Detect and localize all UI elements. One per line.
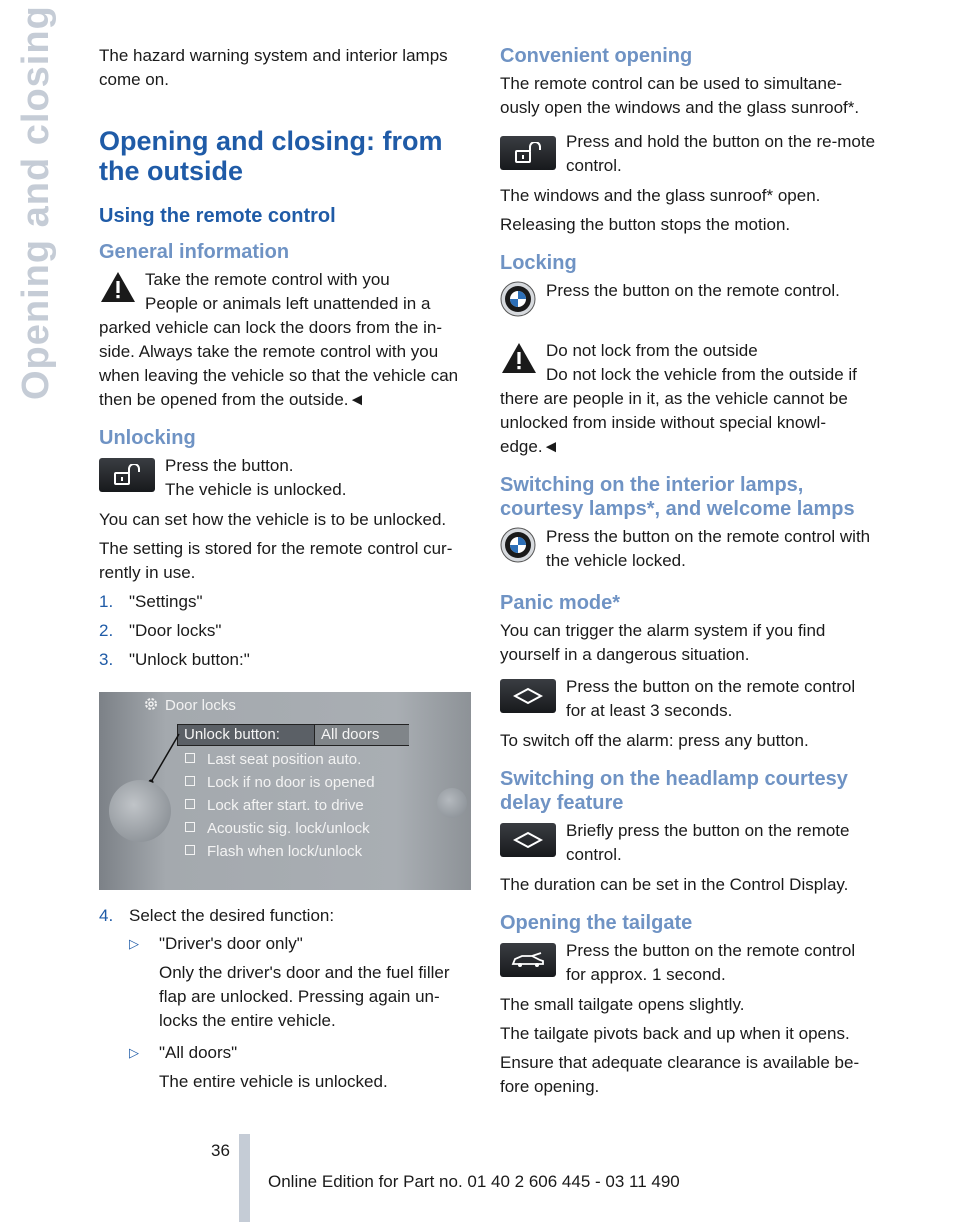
headlamp-button-icon — [500, 823, 556, 857]
screen-option: Lock if no door is opened — [185, 771, 375, 795]
lock-warning — [500, 339, 878, 459]
panic-button-icon — [500, 679, 556, 713]
lamps-instruction: Press the button on the remote control with the vehicle locked. — [546, 527, 871, 570]
screen-option: Flash when lock/unlock — [185, 840, 362, 864]
unlock-block — [99, 454, 473, 502]
tailgate-heading: Opening the tailgate — [500, 912, 693, 934]
lamps-heading: Switching on the interior lamps, courtesy lamps*, and welcome lamps — [500, 474, 855, 520]
panic-off-text: To switch off the alarm: press any button. — [500, 731, 809, 750]
unlock-line1: Press the button. — [165, 456, 294, 475]
edition-text: Online Edition for Part no. 01 40 2 606 445 - 03 11 490 — [268, 1172, 680, 1191]
headlamp-heading: Switching on the headlamp courtesy delay feature — [500, 768, 848, 814]
panic-heading: Panic mode* — [500, 592, 621, 614]
warning-title: Take the remote control with you — [145, 270, 390, 289]
section-title: Opening and closing: from the outside — [99, 126, 443, 186]
panic-text: You can trigger the alarm system if you find yourself in a dangerous situation. — [500, 621, 826, 664]
panic-block — [500, 675, 878, 723]
general-info-heading: General information — [99, 241, 290, 263]
function-option: ▷ "All doors" The entire vehicle is unlocked. — [129, 1043, 388, 1091]
warning-icon — [500, 341, 538, 375]
tailgate-text1: The small tailgate opens slightly. — [500, 995, 745, 1014]
convenient-text: The remote control can be used to simultane-ously open the windows and the glass sunroof*. — [500, 74, 860, 117]
headlamp-instruction: Briefly press the button on the remote control. — [566, 821, 850, 864]
tailgate-text2: The tailgate pivots back and up when it opens. — [500, 1024, 850, 1043]
tailgate-block — [500, 939, 878, 987]
steps-list-cont — [99, 904, 473, 1094]
warning-body-start: People or animals left unattended in a parked vehicle can lock the doors from the in-side. Always take the remote control with you when leaving the vehicle so that the vehicle can then be opened from the outside.◄ — [99, 294, 459, 409]
screen-option: Lock after start. to drive — [185, 794, 364, 818]
right-column — [500, 44, 878, 1104]
locking-block — [500, 279, 878, 333]
convenient-text2: The windows and the glass sunroof* open. — [500, 186, 821, 205]
convenient-block — [500, 130, 878, 178]
left-column — [99, 44, 473, 1104]
side-knob — [437, 788, 467, 818]
unlock-button-icon — [99, 458, 155, 492]
step-item: 1. "Settings" — [99, 592, 203, 611]
step-item: 4. Select the desired function: ▷ "Driver's door only" Only the driver's door and the fuel filler flap are unlocked. Pressing again un-locks the entire vehicle. ▷ "All doors" The entire vehicle is unlocked. — [99, 904, 473, 1094]
unlock-button-row: Unlock button: All doors — [177, 724, 409, 746]
unlock-line2: The vehicle is unlocked. — [165, 480, 347, 499]
lamps-block — [500, 525, 878, 577]
tailgate-text3: Ensure that adequate clearance is available be-fore opening. — [500, 1053, 860, 1096]
bmw-logo-button-icon — [500, 281, 536, 317]
bmw-logo-button-icon — [500, 527, 536, 563]
convenient-instruction: Press and hold the button on the re-mote control. — [566, 132, 876, 175]
page-number: 36 — [211, 1141, 230, 1160]
convenient-heading: Convenient opening — [500, 45, 693, 67]
headlamp-block — [500, 819, 878, 867]
unlock-para1: You can set how the vehicle is to be unlocked. — [99, 510, 447, 529]
tailgate-button-icon — [500, 943, 556, 977]
convenient-text3: Releasing the button stops the motion. — [500, 215, 791, 234]
panic-instruction: Press the button on the remote control for at least 3 seconds. — [566, 677, 856, 720]
subsection-title: Using the remote control — [99, 205, 336, 227]
lock-warning-title: Do not lock from the outside — [546, 341, 758, 360]
warning-icon — [99, 270, 137, 304]
footer-bar — [239, 1134, 250, 1222]
unlocking-heading: Unlocking — [99, 427, 196, 449]
steps-list — [99, 590, 473, 672]
step-item: 3. "Unlock button:" — [99, 650, 250, 669]
side-title: Opening and closing — [15, 5, 57, 400]
screen-option: Last seat position auto. — [185, 748, 361, 772]
headlamp-text: The duration can be set in the Control Display. — [500, 875, 849, 894]
screen-header: Door locks — [165, 697, 236, 714]
tailgate-instruction: Press the button on the remote control for approx. 1 second. — [566, 941, 856, 984]
locking-heading: Locking — [500, 252, 577, 274]
door-locks-screen — [99, 692, 471, 890]
locking-instruction: Press the button on the remote control. — [546, 281, 840, 300]
unlock-para2: The setting is stored for the remote control cur-rently in use. — [99, 539, 453, 582]
function-options — [129, 932, 473, 1094]
lock-warning-body: Do not lock the vehicle from the outside if there are people in it, as the vehicle cannot be unlocked from inside without special knowl-edge.◄ — [500, 365, 857, 456]
controller-knob — [109, 780, 171, 842]
screen-option: Acoustic sig. lock/unlock — [185, 817, 370, 841]
function-option: ▷ "Driver's door only" Only the driver's door and the fuel filler flap are unlocked. Pressing again un-locks the entire vehicle. — [129, 934, 450, 1030]
step-item: 2. "Door locks" — [99, 621, 222, 640]
intro-text: The hazard warning system and interior lamps come on. — [99, 46, 448, 89]
unlock-button-icon — [500, 136, 556, 170]
warning-remote — [99, 268, 473, 412]
